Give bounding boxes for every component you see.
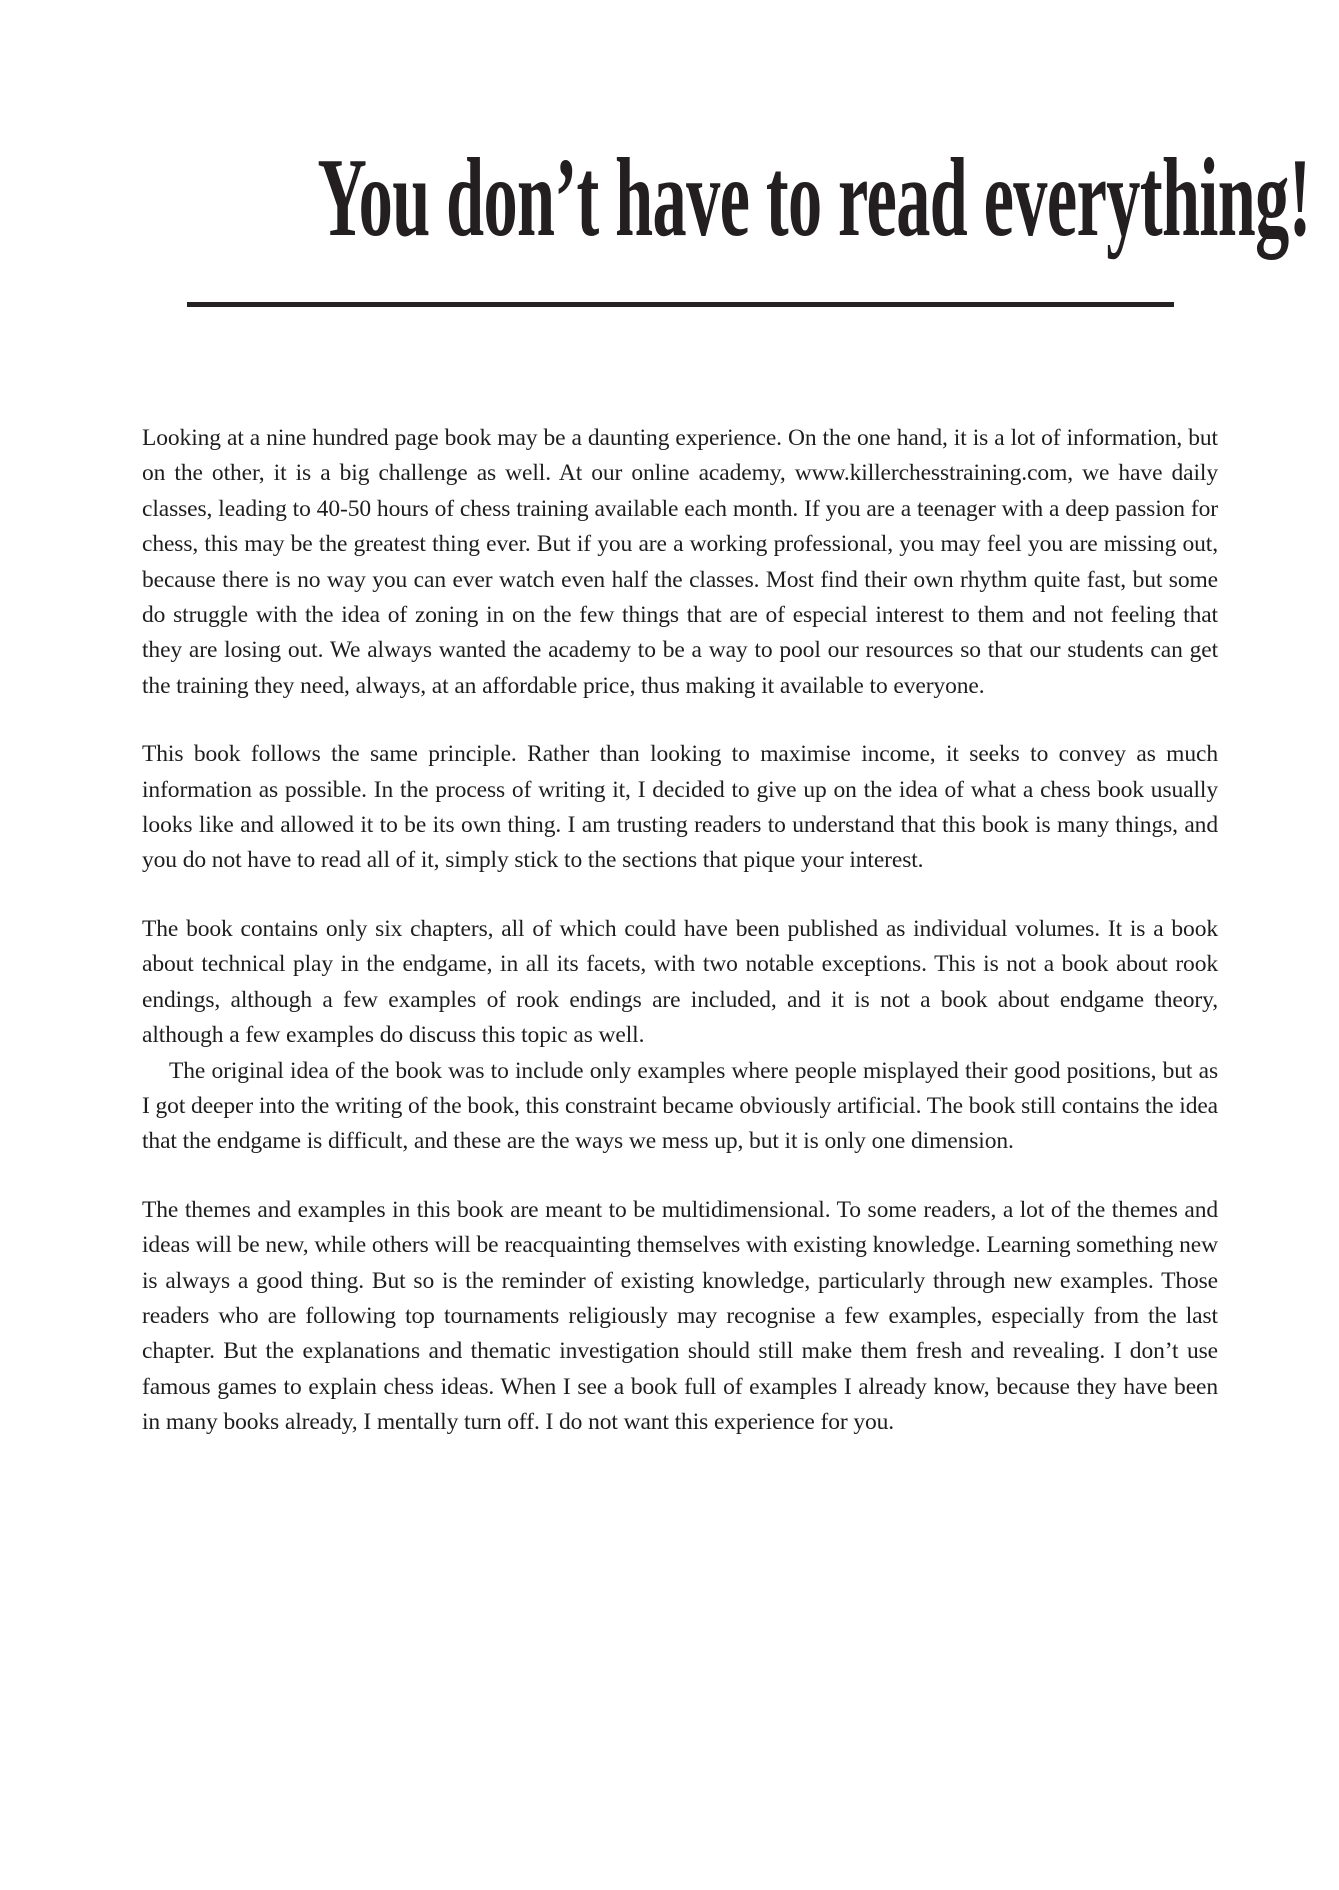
page-title-text: You don’t have to read everything! — [317, 136, 1311, 260]
body-paragraph-5: The themes and examples in this book are meant to be multidimensional. To some readers, a lot of the themes and ideas will be new, while others will be reacquainting themselves with existing knowledge. Learning something new is always a good thing. But so is the reminder of existing knowledge, particularly through new examples. Those readers who are following top tournaments religiously may recognise a few examples, especially from the last chapter. But the explanations and thematic investigation should still make them fresh and revealing. I don’t use famous games to explain chess ideas. When I see a book full of examples I already know, because they have been in many books already, I mentally turn off. I do not want this experience for you. — [142, 1196, 1218, 1436]
body-paragraph-4: The original idea of the book was to include only examples where people misplayed their good positions, but as I got deeper into the writing of the book, this constraint became obviously artificial. The book still contains the idea that the endgame is difficult, and these are the ways we mess up, but it is only one dimension. — [142, 1057, 1218, 1155]
body-paragraph-3: The book contains only six chapters, all of which could have been published as individual volumes. It is a book about technical play in the endgame, in all its facets, with two notable exceptions. This is not a book about rook endings, although a few examples of rook endings are included, and it is not a book about endgame theory, although a few examples do discuss this topic as well. — [142, 915, 1218, 1049]
page-body — [142, 421, 1218, 1474]
body-paragraph-2: This book follows the same principle. Rather than looking to maximise income, it seeks to convey as much information as possible. In the process of writing it, I decided to give up on the idea of what a chess book usually looks like and allowed it to be its own thing. I am trusting readers to understand that this book is many things, and you do not have to read all of it, simply stick to the sections that pique your interest. — [142, 741, 1218, 874]
page-title — [0, 136, 1339, 260]
title-divider — [187, 302, 1174, 307]
body-paragraph-1: Looking at a nine hundred page book may be a daunting experience. On the one hand, it is a lot of information, but on the other, it is a big challenge as well. At our online academy, www.killerchesstraining.com, we have daily classes, leading to 40-50 hours of chess training available each month. If you are a teenager with a deep passion for chess, this may be the greatest thing ever. But if you are a working professional, you may feel you are missing out, because there is no way you can ever watch even half the classes. Most find their own rhythm quite fast, but some do struggle with the idea of zoning in on the few things that are of especial interest to them and not feeling that they are losing out. We always wanted the academy to be a way to pool our resources so that our students can get the training they need, always, at an affordable price, thus making it available to everyone. — [142, 425, 1218, 699]
